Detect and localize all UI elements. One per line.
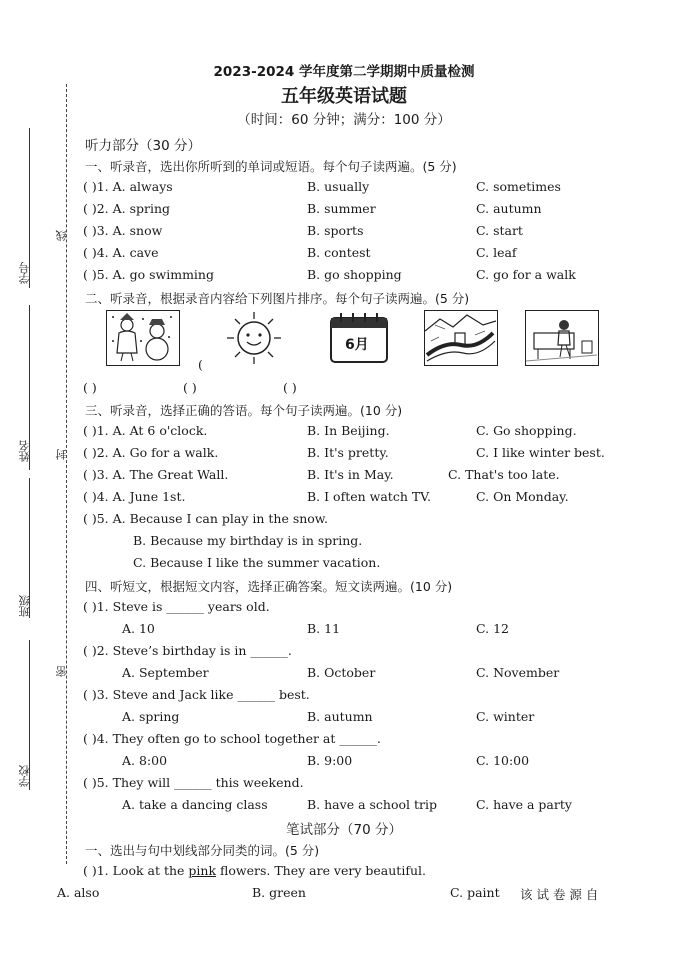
- part1-q5-b: B. go shopping: [307, 267, 402, 282]
- part1-q1-b: B. usually: [307, 179, 370, 194]
- part3-q2-c: C. I like winter best.: [476, 445, 605, 460]
- part3-q3-b: B. It's in May.: [307, 467, 394, 482]
- part4-q2-a: A. September: [122, 665, 209, 680]
- part4-q3-a: A. spring: [122, 709, 180, 724]
- great-wall-icon: [425, 311, 496, 364]
- part2-title: 二、听录音，根据录音内容给下列图片排序。每个句子读两遍。(5 分): [85, 291, 470, 306]
- child-room-icon: [526, 311, 597, 364]
- student-id-label: 学号: [18, 262, 31, 284]
- written-q1-pre: ( )1. Look at the: [83, 863, 189, 878]
- part1-q2-a: ( )2. A. spring: [83, 201, 171, 216]
- snowmen-icon: [107, 311, 178, 364]
- exam-title-year: 2023-2024 学年度第二学期期中质量检测: [213, 64, 475, 80]
- part3-q1-c: C. Go shopping.: [476, 423, 577, 438]
- part2-blank-2[interactable]: ( ): [183, 380, 197, 395]
- seal-char-secret: 密: [55, 666, 68, 677]
- part3-q1-b: B. In Beijing.: [307, 423, 390, 438]
- school-label: 学校: [18, 765, 31, 787]
- calendar-month-label: 6月: [345, 337, 369, 353]
- part3-q5-a: ( )5. A. Because I can play in the snow.: [83, 511, 328, 526]
- picture-calendar: [323, 310, 397, 366]
- picture-great-wall: [424, 310, 498, 366]
- part4-q1-b: B. 11: [307, 621, 341, 636]
- part1-q3-c: C. start: [476, 223, 523, 238]
- part4-q5-a: A. take a dancing class: [122, 797, 268, 812]
- part3-q4-b: B. I often watch TV.: [307, 489, 431, 504]
- exam-title-grade: 五年级英语试题: [281, 86, 407, 107]
- part1-q1-a: ( )1. A. always: [83, 179, 173, 194]
- written-part1-title: 一、选出与句中划线部分同类的词。(5 分): [85, 843, 320, 858]
- part3-q2-a: ( )2. A. Go for a walk.: [83, 445, 219, 460]
- part3-q5-b: B. Because my birthday is in spring.: [133, 533, 363, 548]
- part1-title: 一、听录音，选出你所听到的单词或短语。每个句子读两遍。(5 分): [85, 159, 457, 174]
- class-label: 班级: [18, 595, 31, 617]
- part3-q3-a: ( )3. A. The Great Wall.: [83, 467, 229, 482]
- seal-char-line: 线: [55, 230, 68, 241]
- listening-section-title: 听力部分（30 分）: [85, 138, 201, 154]
- written-q1: [83, 863, 426, 878]
- part1-q3-b: B. sports: [307, 223, 364, 238]
- part4-q4: ( )4. They often go to school together at ______.: [83, 731, 381, 746]
- written-q1-b: B. green: [252, 885, 306, 900]
- part4-q4-a: A. 8:00: [122, 753, 168, 768]
- part4-q5: ( )5. They will ______ this weekend.: [83, 775, 304, 790]
- part1-q4-c: C. leaf: [476, 245, 517, 260]
- stray-paren: (: [198, 357, 203, 372]
- part1-q5-a: ( )5. A. go swimming: [83, 267, 214, 282]
- part1-q4-a: ( )4. A. cave: [83, 245, 159, 260]
- part3-q5-c: C. Because I like the summer vacation.: [133, 555, 381, 570]
- part1-q5-c: C. go for a walk: [476, 267, 576, 282]
- part4-title: 四、听短文，根据短文内容，选择正确答案。短文读两遍。(10 分): [85, 579, 453, 594]
- part3-q3-c: C. That's too late.: [448, 467, 560, 482]
- part3-q4-c: C. On Monday.: [476, 489, 569, 504]
- part3-q1-a: ( )1. A. At 6 o'clock.: [83, 423, 208, 438]
- written-section-title: 笔试部分（70 分）: [286, 822, 402, 838]
- part4-q4-b: B. 9:00: [307, 753, 353, 768]
- sun-icon: [217, 310, 291, 366]
- part4-q2-c: C. November: [476, 665, 560, 680]
- part4-q5-b: B. have a school trip: [307, 797, 437, 812]
- part1-q2-c: C. autumn: [476, 201, 542, 216]
- part4-q5-c: C. have a party: [476, 797, 572, 812]
- written-q1-a: A. also: [57, 885, 100, 900]
- picture-child-room: [525, 310, 599, 366]
- part2-blank-3[interactable]: ( ): [283, 380, 297, 395]
- part3-q4-a: ( )4. A. June 1st.: [83, 489, 186, 504]
- part4-q2: ( )2. Steve’s birthday is in ______.: [83, 643, 292, 658]
- part1-q3-a: ( )3. A. snow: [83, 223, 163, 238]
- binding-dashed-line: [66, 84, 67, 864]
- part1-q2-b: B. summer: [307, 201, 376, 216]
- written-q1-c: C. paint: [450, 885, 500, 900]
- part3-title: 三、听录音，选择正确的答语。每个句子读两遍。(10 分): [85, 403, 403, 418]
- picture-sun: [217, 310, 291, 366]
- picture-snowmen: [106, 310, 180, 366]
- part3-q2-b: B. It's pretty.: [307, 445, 389, 460]
- part4-q3-c: C. winter: [476, 709, 535, 724]
- part4-q3: ( )3. Steve and Jack like ______ best.: [83, 687, 310, 702]
- part4-q4-c: C. 10:00: [476, 753, 530, 768]
- part4-q1: ( )1. Steve is ______ years old.: [83, 599, 270, 614]
- written-q1-post: flowers. They are very beautiful.: [216, 863, 426, 878]
- part1-q4-b: B. contest: [307, 245, 371, 260]
- exam-time-score: （时间：60 分钟；满分：100 分）: [237, 112, 451, 128]
- part4-q1-c: C. 12: [476, 621, 509, 636]
- part2-blank-1[interactable]: ( ): [83, 380, 97, 395]
- name-label: 姓名: [18, 440, 31, 462]
- watermark-text: 该 试 卷 源 自: [520, 887, 599, 902]
- part4-q3-b: B. autumn: [307, 709, 373, 724]
- seal-char-seal: 封: [55, 449, 68, 460]
- part4-q2-b: B. October: [307, 665, 376, 680]
- part1-q1-c: C. sometimes: [476, 179, 561, 194]
- written-q1-underline: pink: [188, 863, 217, 878]
- part4-q1-a: A. 10: [122, 621, 155, 636]
